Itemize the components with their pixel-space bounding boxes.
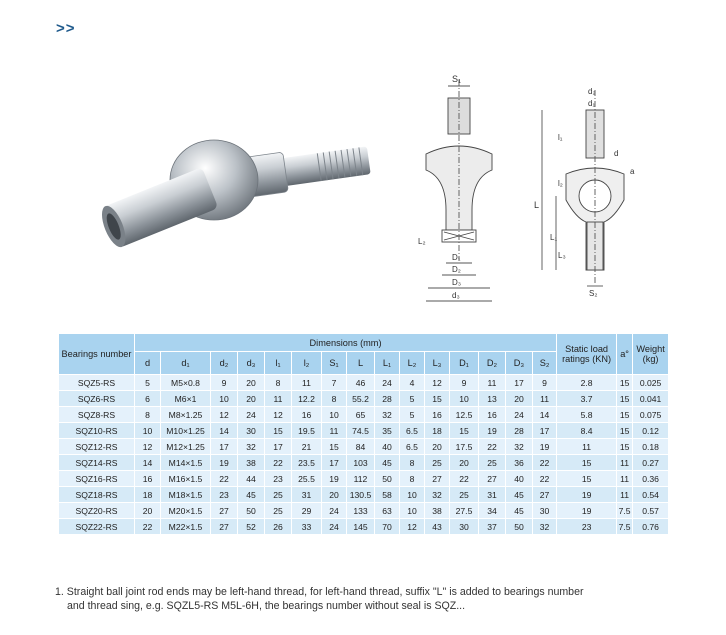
table-cell: 4 xyxy=(400,375,425,391)
footnote-line-1: 1. Straight ball joint rod ends may be left-hand thread, for left-hand thread, suffix "L" is added to bearings number xyxy=(55,586,584,598)
table-cell: 19 xyxy=(557,503,617,519)
table-cell: 37 xyxy=(479,519,506,535)
table-cell: 8.4 xyxy=(557,423,617,439)
table-cell: 27 xyxy=(211,519,238,535)
table-cell: 2.8 xyxy=(557,375,617,391)
table-cell: 44 xyxy=(238,471,265,487)
table-cell: 0.18 xyxy=(633,439,669,455)
table-cell: 50 xyxy=(506,519,533,535)
table-cell: 22 xyxy=(450,471,479,487)
table-cell: 16 xyxy=(479,407,506,423)
table-cell: 0.075 xyxy=(633,407,669,423)
table-cell: 32 xyxy=(238,439,265,455)
table-cell: 20 xyxy=(425,439,450,455)
table-cell: 38 xyxy=(238,455,265,471)
table-cell: 6 xyxy=(135,391,161,407)
table-cell: 11 xyxy=(617,455,633,471)
table-cell: 11 xyxy=(479,375,506,391)
table-cell: SQZ18-RS xyxy=(59,487,135,503)
table-cell: 10 xyxy=(400,503,425,519)
table-cell: 27 xyxy=(533,487,557,503)
table-cell: 17 xyxy=(265,439,292,455)
table-cell: 14 xyxy=(211,423,238,439)
column-header: d xyxy=(135,352,161,375)
table-cell: 11 xyxy=(322,423,347,439)
label-D2: D₂ xyxy=(452,265,461,274)
label-d1: d₁ xyxy=(588,99,596,108)
table-cell: M12×1.25 xyxy=(161,439,211,455)
table-cell: 6.5 xyxy=(400,423,425,439)
header-weight: Weight (kg) xyxy=(633,334,669,375)
table-cell: 23 xyxy=(557,519,617,535)
table-cell: 63 xyxy=(375,503,400,519)
table-cell: 19 xyxy=(322,471,347,487)
table-row xyxy=(59,391,669,407)
table-row xyxy=(59,487,669,503)
table-cell: 20 xyxy=(135,503,161,519)
table-cell: 25 xyxy=(450,487,479,503)
table-cell: M5×0.8 xyxy=(161,375,211,391)
table-cell: M14×1.5 xyxy=(161,455,211,471)
table-cell: 84 xyxy=(347,439,375,455)
table-cell: SQZ12-RS xyxy=(59,439,135,455)
table-cell: 24 xyxy=(238,407,265,423)
table-cell: 19 xyxy=(479,423,506,439)
table-cell: 55.2 xyxy=(347,391,375,407)
column-header: L₂ xyxy=(400,352,425,375)
column-header: D₁ xyxy=(450,352,479,375)
table-cell: 133 xyxy=(347,503,375,519)
table-cell: 13 xyxy=(479,391,506,407)
table-cell: 22 xyxy=(479,439,506,455)
table-cell: SQZ16-RS xyxy=(59,471,135,487)
table-cell: 28 xyxy=(506,423,533,439)
column-header: D₃ xyxy=(506,352,533,375)
specifications-table xyxy=(58,333,669,535)
table-cell: 12 xyxy=(400,519,425,535)
column-header: D₂ xyxy=(479,352,506,375)
label-a: a xyxy=(630,167,635,176)
table-cell: 0.54 xyxy=(633,487,669,503)
label-L3: L₃ xyxy=(558,251,566,260)
table-cell: 12 xyxy=(425,375,450,391)
table-cell: 19.5 xyxy=(292,423,322,439)
table-cell: 21 xyxy=(292,439,322,455)
table-cell: 30 xyxy=(238,423,265,439)
table-cell: 10 xyxy=(450,391,479,407)
table-cell: 58 xyxy=(375,487,400,503)
table-cell: 32 xyxy=(533,519,557,535)
table-cell: 8 xyxy=(322,391,347,407)
table-cell: 32 xyxy=(425,487,450,503)
label-l1: l₁ xyxy=(558,133,563,142)
table-cell: 32 xyxy=(506,439,533,455)
table-cell: 23.5 xyxy=(292,455,322,471)
column-header: S₂ xyxy=(533,352,557,375)
table-cell: 6.5 xyxy=(400,439,425,455)
table-cell: 16 xyxy=(135,471,161,487)
column-header: d₂ xyxy=(211,352,238,375)
table-cell: 12.2 xyxy=(292,391,322,407)
header-dimensions: Dimensions (mm) xyxy=(135,334,557,352)
table-cell: 7.5 xyxy=(617,519,633,535)
table-cell: 7.5 xyxy=(617,503,633,519)
table-cell: 20 xyxy=(450,455,479,471)
table-cell: 38 xyxy=(425,503,450,519)
table-cell: 46 xyxy=(347,375,375,391)
table-cell: 3.7 xyxy=(557,391,617,407)
table-row xyxy=(59,423,669,439)
table-cell: 18 xyxy=(135,487,161,503)
label-L1: L₁ xyxy=(550,233,558,242)
table-cell: 10 xyxy=(400,487,425,503)
table-cell: SQZ10-RS xyxy=(59,423,135,439)
table-cell: 15 xyxy=(450,423,479,439)
table-cell: 24 xyxy=(322,519,347,535)
label-l2-left: L₂ xyxy=(418,237,426,246)
table-cell: 45 xyxy=(375,455,400,471)
table-cell: 11 xyxy=(617,471,633,487)
table-cell: 65 xyxy=(347,407,375,423)
table-cell: M10×1.25 xyxy=(161,423,211,439)
table-cell: 35 xyxy=(375,423,400,439)
label-L: L xyxy=(534,200,540,210)
table-cell: 50 xyxy=(375,471,400,487)
table-cell: 12.5 xyxy=(450,407,479,423)
table-cell: 25 xyxy=(265,503,292,519)
table-row xyxy=(59,471,669,487)
table-cell: 8 xyxy=(400,471,425,487)
table-cell: M16×1.5 xyxy=(161,471,211,487)
column-header: d₃ xyxy=(238,352,265,375)
table-cell: M6×1 xyxy=(161,391,211,407)
table-cell: SQZ14-RS xyxy=(59,455,135,471)
table-row xyxy=(59,519,669,535)
table-cell: 33 xyxy=(292,519,322,535)
table-row xyxy=(59,503,669,519)
table-cell: M18×1.5 xyxy=(161,487,211,503)
table-cell: 25 xyxy=(425,455,450,471)
table-cell: 11 xyxy=(557,439,617,455)
table-cell: 30 xyxy=(533,503,557,519)
table-cell: 22 xyxy=(533,471,557,487)
table-cell: 17 xyxy=(322,455,347,471)
table-cell: 24 xyxy=(322,503,347,519)
table-cell: 22 xyxy=(135,519,161,535)
table-cell: 20 xyxy=(238,375,265,391)
table-cell: 8 xyxy=(265,375,292,391)
footnote xyxy=(55,585,695,613)
table-cell: 27 xyxy=(211,503,238,519)
table-cell: 19 xyxy=(211,455,238,471)
header-angle: a° xyxy=(617,334,633,375)
table-cell: 19 xyxy=(533,439,557,455)
table-cell: 0.12 xyxy=(633,423,669,439)
table-cell: 27 xyxy=(425,471,450,487)
table-cell: 34 xyxy=(479,503,506,519)
table-cell: 16 xyxy=(292,407,322,423)
table-cell: 11 xyxy=(265,391,292,407)
table-row xyxy=(59,407,669,423)
table-cell: 31 xyxy=(479,487,506,503)
column-header: l₂ xyxy=(292,352,322,375)
table-cell: 36 xyxy=(506,455,533,471)
table-cell: 45 xyxy=(238,487,265,503)
table-cell: 11 xyxy=(292,375,322,391)
table-cell: 0.025 xyxy=(633,375,669,391)
table-cell: 74.5 xyxy=(347,423,375,439)
table-cell: 15 xyxy=(617,407,633,423)
footnote-line-2: and thread sing, e.g. SQZL5-RS M5L-6H, the bearings number without seal is SQZ... xyxy=(67,600,466,612)
table-cell: 0.57 xyxy=(633,503,669,519)
header-static-load: Static load ratings (KN) xyxy=(557,334,617,375)
label-s1: S₁ xyxy=(452,74,462,84)
table-cell: 70 xyxy=(375,519,400,535)
table-cell: 9 xyxy=(533,375,557,391)
table-cell: 26 xyxy=(265,519,292,535)
table-cell: 23 xyxy=(265,471,292,487)
table-cell: 9 xyxy=(450,375,479,391)
product-photo xyxy=(92,120,382,270)
table-cell: 9 xyxy=(211,375,238,391)
technical-drawing xyxy=(408,70,648,310)
table-cell: 15 xyxy=(617,391,633,407)
table-cell: 0.041 xyxy=(633,391,669,407)
table-row xyxy=(59,439,669,455)
header-bearings: Bearings number xyxy=(59,334,135,375)
table-cell: 5 xyxy=(400,391,425,407)
table-cell: 25 xyxy=(265,487,292,503)
table-cell: 29 xyxy=(292,503,322,519)
table-cell: 15 xyxy=(557,455,617,471)
table-cell: 103 xyxy=(347,455,375,471)
table-cell: 20 xyxy=(238,391,265,407)
table-cell: 17 xyxy=(506,375,533,391)
table-cell: 15 xyxy=(265,423,292,439)
table-cell: 52 xyxy=(238,519,265,535)
table-cell: 40 xyxy=(375,439,400,455)
table-cell: 10 xyxy=(211,391,238,407)
table-cell: 22 xyxy=(265,455,292,471)
table-cell: 31 xyxy=(292,487,322,503)
table-cell: 45 xyxy=(506,503,533,519)
table-cell: 30 xyxy=(450,519,479,535)
table-cell: 24 xyxy=(506,407,533,423)
table-cell: 23 xyxy=(211,487,238,503)
label-D1: D₁ xyxy=(452,253,461,262)
table-cell: 50 xyxy=(238,503,265,519)
table-cell: 20 xyxy=(322,487,347,503)
table-cell: 15 xyxy=(557,471,617,487)
table-cell: 25 xyxy=(479,455,506,471)
table-cell: M20×1.5 xyxy=(161,503,211,519)
section-chevron: >> xyxy=(56,20,76,37)
table-cell: 145 xyxy=(347,519,375,535)
table-cell: 12 xyxy=(211,407,238,423)
table-cell: 11 xyxy=(533,391,557,407)
table-cell: 15 xyxy=(617,375,633,391)
table-cell: 0.76 xyxy=(633,519,669,535)
table-cell: 24 xyxy=(375,375,400,391)
table-cell: SQZ22-RS xyxy=(59,519,135,535)
table-cell: 10 xyxy=(322,407,347,423)
table-cell: 27.5 xyxy=(450,503,479,519)
table-cell: 15 xyxy=(425,391,450,407)
label-d3: d₃ xyxy=(452,291,460,300)
table-cell: SQZ8-RS xyxy=(59,407,135,423)
table-cell: 0.27 xyxy=(633,455,669,471)
table-cell: 15 xyxy=(617,439,633,455)
table-cell: 43 xyxy=(425,519,450,535)
table-cell: 8 xyxy=(135,407,161,423)
table-cell: 45 xyxy=(506,487,533,503)
table-cell: 17.5 xyxy=(450,439,479,455)
column-header: d₁ xyxy=(161,352,211,375)
table-cell: 40 xyxy=(506,471,533,487)
column-header: S₁ xyxy=(322,352,347,375)
label-d2: d₂ xyxy=(588,87,596,96)
table-cell: 32 xyxy=(375,407,400,423)
table-cell: 15 xyxy=(322,439,347,455)
column-header: L₁ xyxy=(375,352,400,375)
column-header: l₁ xyxy=(265,352,292,375)
table-cell: 14 xyxy=(533,407,557,423)
label-S2: S₂ xyxy=(589,289,598,298)
table-cell: 17 xyxy=(211,439,238,455)
column-header: L xyxy=(347,352,375,375)
table-cell: 112 xyxy=(347,471,375,487)
table-cell: 20 xyxy=(506,391,533,407)
table-cell: M8×1.25 xyxy=(161,407,211,423)
table-cell: 15 xyxy=(617,423,633,439)
table-cell: 7 xyxy=(322,375,347,391)
table-cell: 16 xyxy=(425,407,450,423)
table-cell: 17 xyxy=(533,423,557,439)
table-row xyxy=(59,455,669,471)
label-l2: l₂ xyxy=(558,179,563,188)
table-row xyxy=(59,375,669,391)
table-cell: 22 xyxy=(533,455,557,471)
table-cell: 18 xyxy=(425,423,450,439)
table-cell: 22 xyxy=(211,471,238,487)
table-cell: 5 xyxy=(400,407,425,423)
table-cell: 5.8 xyxy=(557,407,617,423)
table-cell: 12 xyxy=(135,439,161,455)
label-d: d xyxy=(614,149,619,158)
table-cell: SQZ5-RS xyxy=(59,375,135,391)
table-cell: M22×1.5 xyxy=(161,519,211,535)
table-cell: 12 xyxy=(265,407,292,423)
table-cell: 28 xyxy=(375,391,400,407)
table-cell: SQZ6-RS xyxy=(59,391,135,407)
column-header: L₃ xyxy=(425,352,450,375)
table-cell: 5 xyxy=(135,375,161,391)
table-cell: 27 xyxy=(479,471,506,487)
table-cell: 130.5 xyxy=(347,487,375,503)
table-cell: 11 xyxy=(617,487,633,503)
table-cell: 0.36 xyxy=(633,471,669,487)
table-cell: 8 xyxy=(400,455,425,471)
table-cell: 25.5 xyxy=(292,471,322,487)
table-cell: 10 xyxy=(135,423,161,439)
label-D3: D₃ xyxy=(452,278,462,287)
table-cell: 19 xyxy=(557,487,617,503)
table-cell: SQZ20-RS xyxy=(59,503,135,519)
table-cell: 14 xyxy=(135,455,161,471)
